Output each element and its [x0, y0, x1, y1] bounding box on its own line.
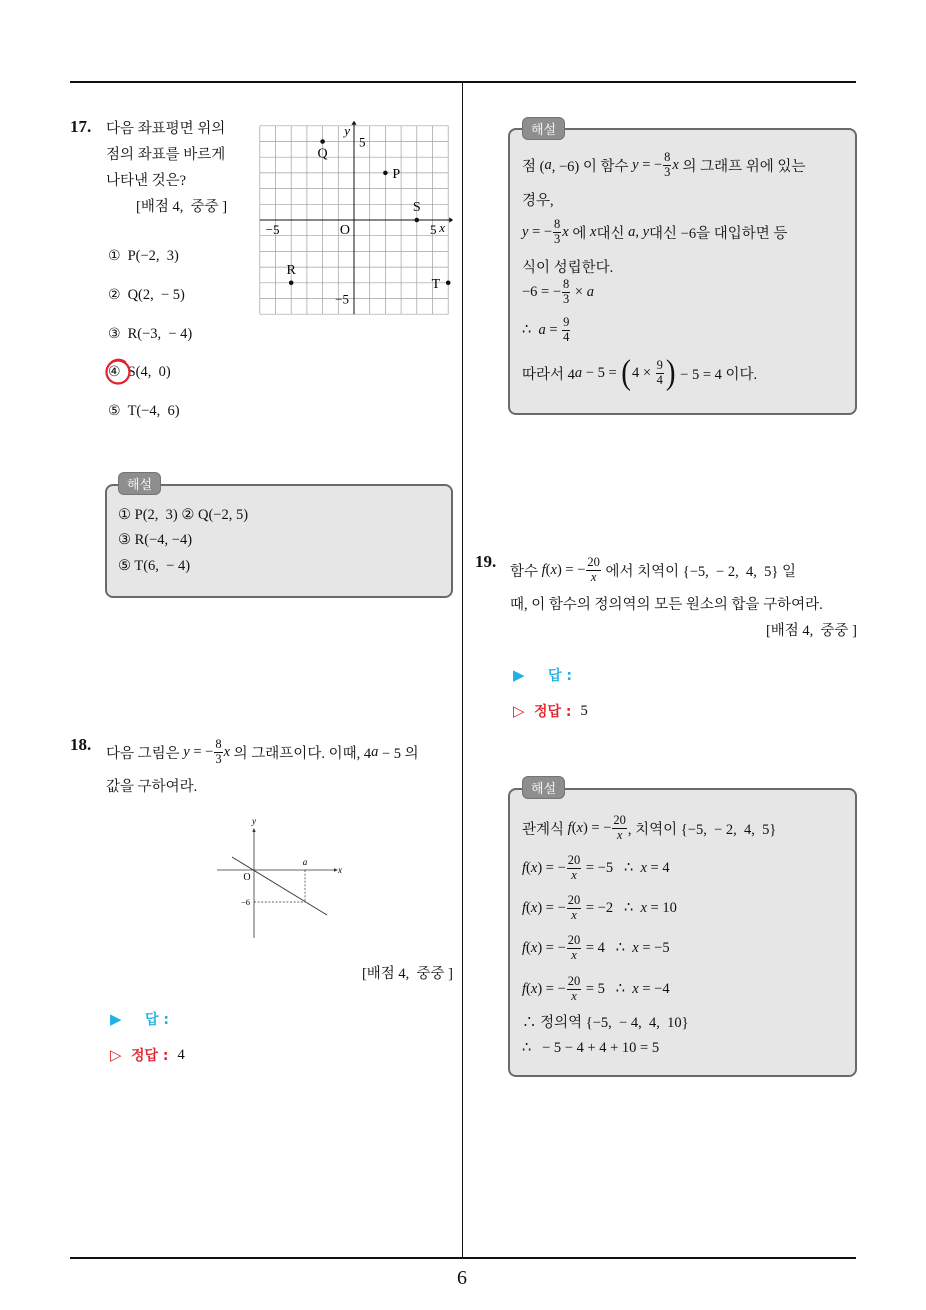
text-run: 함수 [510, 563, 542, 580]
fraction-denominator: x [567, 989, 582, 1004]
fraction-denominator: 3 [554, 231, 561, 246]
score-label [766, 609, 857, 649]
fraction-numerator: 20 [567, 973, 581, 988]
text-run: ( [526, 899, 531, 916]
point-y-label: −6 [240, 897, 250, 907]
coordinate-grid [254, 119, 458, 319]
text-run: = 4 ∴ [582, 939, 633, 956]
point-marker [415, 218, 420, 223]
point-label: Q [317, 146, 328, 162]
text-run: − 5 의 [378, 745, 419, 762]
fraction [567, 894, 582, 923]
choice-number: ② [108, 287, 121, 303]
fraction-denominator: x [567, 908, 582, 923]
big-parenthesis: ( [621, 353, 631, 392]
solution-line [118, 546, 190, 586]
math-variable: f [567, 819, 572, 836]
fraction-numerator: 20 [587, 554, 600, 569]
choice-5 [108, 391, 180, 431]
text-run: ① P(2, 3) ② Q(−2, 5) [118, 506, 249, 523]
y-axis-label: y [252, 816, 256, 826]
fraction-numerator: 20 [567, 892, 581, 907]
origin-label: O [339, 223, 350, 238]
text-run: 때, 이 함수의 정의역의 모든 원소의 합을 구하여라. [510, 596, 823, 613]
math-variable: a [574, 364, 583, 381]
math-variable: x [530, 980, 538, 997]
text-run: ) = − [556, 561, 586, 578]
choice-number: ① [108, 248, 121, 264]
text-run: 식이 성립한다. [522, 259, 614, 276]
text-run: ) = − [537, 899, 566, 916]
text-run: 관계식 [522, 821, 568, 838]
text-run: ) = − [537, 859, 566, 876]
math-variable: x [640, 899, 647, 916]
answer-prompt [110, 1007, 169, 1031]
point-x-label: a [302, 857, 308, 867]
fraction [612, 814, 627, 843]
line-graph-figure [213, 813, 348, 943]
answer-label: 답 : [145, 1012, 169, 1028]
choice-number: ⑤ [108, 403, 121, 419]
math-variable: x [672, 156, 679, 173]
solution-line [522, 928, 670, 968]
answer-prompt [513, 663, 572, 687]
text-run: 점의 좌표를 바르게 [106, 146, 226, 163]
math-variable: x [632, 980, 639, 997]
text-run: = − [528, 223, 553, 240]
text-run: , −6) 이 함수 [551, 158, 633, 175]
choice-number: ④ [108, 364, 121, 380]
choice-number: ③ [108, 326, 121, 342]
solution-line [522, 310, 571, 350]
choice-1 [108, 236, 179, 276]
text-run: 점 ( [522, 158, 545, 175]
text-run: = −5 ∴ [582, 859, 641, 876]
fraction [586, 556, 601, 585]
solution-tab: 해설 [118, 472, 161, 495]
text-run: = −2 ∴ [582, 899, 641, 916]
correct-answer-value: 4 [177, 1046, 185, 1063]
text-run: × [571, 283, 587, 300]
math-variable: x [550, 561, 557, 578]
answer-arrow-icon: ▶ [513, 666, 525, 684]
math-variable: y [183, 743, 190, 760]
text-run: ) = − [582, 819, 612, 836]
text-run: = − [638, 156, 663, 173]
text-run: = −4 [638, 980, 670, 997]
stem-line [106, 765, 197, 805]
text-run: 대신 −6을 대입하면 등 [649, 225, 788, 242]
math-variable: x [223, 743, 231, 760]
fraction-denominator: x [586, 570, 601, 585]
question-number-17: 17. [70, 117, 92, 136]
fraction-denominator: 4 [656, 372, 663, 387]
question-number-18: 18. [70, 735, 92, 754]
math-variable: f [522, 939, 527, 956]
fraction-numerator: 20 [567, 932, 581, 947]
math-variable: x [530, 899, 538, 916]
text-run: ( [545, 561, 551, 578]
solution-line [522, 848, 670, 888]
origin-label: O [243, 872, 251, 883]
answer-arrow-icon: ▶ [110, 1010, 122, 1028]
text-run: 값을 구하여라. [106, 778, 198, 795]
math-variable: x [576, 819, 583, 836]
score-text: [배점 4, 중중 ] [765, 622, 857, 639]
answer-mark-circle [102, 356, 134, 388]
point-marker [383, 171, 388, 176]
math-variable: a [628, 223, 636, 240]
choice-text: S(4, 0) [127, 363, 171, 380]
math-variable: x [562, 223, 569, 240]
text-run: ⑤ T(6, − 4) [118, 557, 191, 574]
solution-line [522, 888, 677, 928]
text-run: ) = − [537, 980, 566, 997]
correct-answer-triangle-icon: ▷ [110, 1046, 122, 1064]
text-run: = − [189, 743, 214, 760]
text-run: , 치역이 {−5, − 2, 4, 5} [627, 821, 777, 838]
score-text: [배점 4, 중중 ] [136, 198, 228, 215]
math-variable: f [522, 980, 527, 997]
fraction-denominator: x [567, 868, 582, 883]
text-run: 4 × [631, 364, 655, 381]
choice-3 [108, 314, 192, 354]
fraction-numerator: 20 [613, 812, 626, 827]
math-variable: y [632, 156, 639, 173]
fraction-denominator: 4 [563, 329, 570, 344]
text-run: ( [571, 819, 577, 836]
point-label: R [286, 262, 296, 278]
fraction-numerator: 20 [567, 852, 581, 867]
fraction-denominator: x [567, 948, 582, 963]
bottom-rule [70, 1257, 856, 1259]
text-run: 다음 좌표평면 위의 [106, 120, 226, 137]
fraction-numerator: 9 [563, 314, 570, 329]
choice-text: T(−4, 6) [127, 402, 180, 419]
y-tick-label: 5 [359, 134, 366, 150]
score-label [136, 185, 227, 225]
text-run: − 5 = 4 이다. [676, 366, 758, 383]
text-run: ) = − [537, 939, 566, 956]
fraction [663, 151, 671, 180]
fraction [553, 218, 561, 247]
x-axis-label: x [439, 220, 445, 235]
y-axis-arrow [351, 121, 356, 125]
point-label: S [412, 200, 421, 215]
y-tick-label: −5 [335, 291, 349, 307]
choice-text: R(−3, − 4) [127, 325, 193, 342]
score-label [362, 952, 453, 992]
math-variable: x [530, 939, 538, 956]
math-variable: a [371, 743, 379, 760]
fraction-denominator: 3 [563, 291, 570, 306]
correct-answer-triangle-icon: ▷ [513, 702, 525, 720]
solution-tab: 해설 [522, 776, 565, 799]
solution-line [522, 145, 805, 185]
math-variable: x [640, 859, 647, 876]
text-run: 대신 [596, 225, 629, 242]
math-variable: y [642, 223, 650, 240]
math-variable: y [522, 223, 529, 240]
math-variable: a [544, 156, 552, 173]
y-axis-label: y [344, 122, 350, 138]
text-run: = [545, 321, 562, 338]
text-run: 나타낸 것은? [106, 172, 187, 189]
fraction-numerator: 9 [656, 357, 663, 372]
choice-text: Q(2, − 5) [127, 286, 185, 303]
solution-tab: 해설 [522, 117, 565, 140]
text-run: 다음 그림은 [106, 745, 184, 762]
point-marker [446, 281, 451, 286]
math-variable: x [632, 939, 639, 956]
y-axis-arrow [252, 828, 255, 832]
text-run: 따라서 4 [522, 366, 575, 383]
question-number-19: 19. [475, 552, 497, 571]
fraction-denominator: x [612, 828, 627, 843]
x-axis-arrow [449, 217, 453, 222]
choice-text: P(−2, 3) [127, 247, 179, 264]
math-variable: a [586, 283, 594, 300]
text-run: 의 그래프이다. 이때, 4 [230, 745, 372, 762]
column-divider [462, 82, 464, 1258]
text-run: ∴ − 5 − 4 + 4 + 10 = 5 [522, 1039, 660, 1056]
math-variable: f [541, 561, 546, 578]
correct-answer [110, 1043, 185, 1067]
solution-line [522, 1028, 659, 1068]
x-axis-label: x [338, 865, 342, 875]
point-marker [320, 139, 325, 144]
correct-answer-label: 정답 : [534, 704, 572, 720]
text-run: ③ R(−4, −4) [118, 531, 193, 548]
fraction-numerator: 8 [554, 216, 561, 231]
score-text: [배점 4, 중중 ] [361, 965, 453, 982]
correct-answer [513, 699, 588, 723]
solution-line [522, 272, 594, 312]
text-run: 의 그래프 위에 있는 [678, 158, 806, 175]
fraction-numerator: 8 [664, 149, 671, 164]
fraction [562, 278, 570, 307]
fraction [567, 934, 582, 963]
text-run: ( [526, 980, 531, 997]
math-variable: f [522, 859, 527, 876]
fraction [567, 975, 582, 1004]
text-run: 경우, [522, 192, 554, 209]
text-run: , [635, 223, 643, 240]
correct-answer-value: 5 [580, 702, 588, 719]
math-variable: x [590, 223, 597, 240]
fraction-denominator: 3 [215, 751, 222, 766]
fraction [656, 359, 664, 388]
fraction [562, 316, 570, 345]
text-run: −6 = − [522, 283, 562, 300]
fraction [214, 738, 222, 767]
page-number: 6 [457, 1267, 467, 1289]
x-tick-label: −5 [265, 222, 280, 237]
text-run: 에 [568, 225, 590, 242]
choice-2 [108, 275, 185, 315]
fraction-denominator: 3 [664, 164, 671, 179]
correct-answer-label: 정답 : [131, 1048, 169, 1064]
solution-line [522, 808, 776, 848]
top-rule [70, 81, 856, 83]
text-run: 에서 치역이 {−5, − 2, 4, 5} 일 [601, 563, 796, 580]
x-tick-label: 5 [430, 222, 437, 237]
text-run: = 10 [646, 899, 677, 916]
big-parenthesis: ) [665, 353, 676, 392]
answer-label: 답 : [548, 668, 572, 684]
math-variable: x [530, 859, 538, 876]
text-run: ∴ [522, 321, 539, 338]
point-marker [289, 281, 294, 286]
fraction-numerator: 8 [563, 276, 570, 291]
math-variable: f [522, 899, 527, 916]
point-label: P [392, 166, 401, 182]
text-run: = 5 ∴ [582, 980, 633, 997]
solution-line [522, 353, 757, 393]
text-run: = 4 [646, 859, 670, 876]
text-run: = −5 [638, 939, 670, 956]
fraction [567, 854, 582, 883]
fraction-numerator: 8 [215, 736, 222, 751]
text-run: − 5 = [582, 364, 621, 381]
text-run: ( [526, 859, 531, 876]
text-run: ∴ 정의역 {−5, − 4, 4, 10} [522, 1014, 689, 1031]
point-label: T [431, 276, 441, 292]
math-variable: a [538, 321, 546, 338]
text-run: ( [526, 939, 531, 956]
